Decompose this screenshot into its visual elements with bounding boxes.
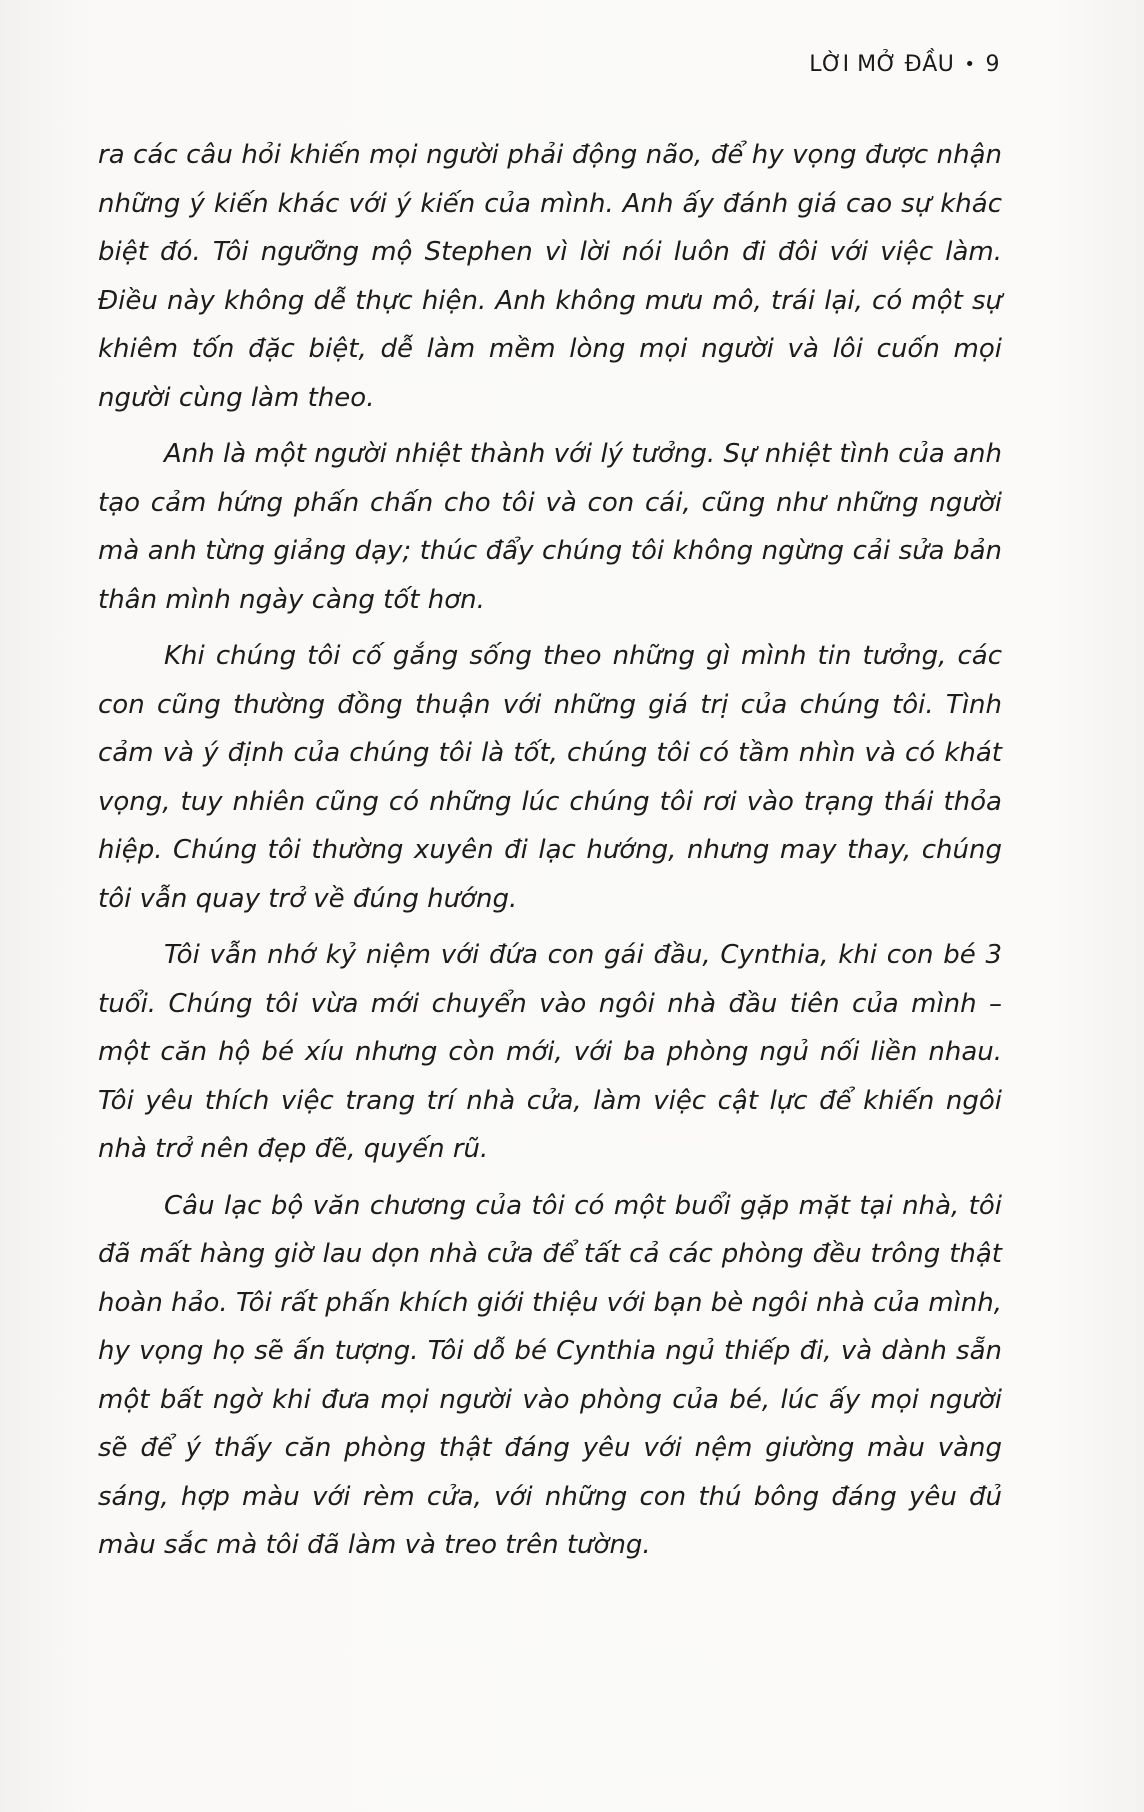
page-number: 9: [985, 52, 1000, 77]
paragraph: Khi chúng tôi cố gắng sống theo những gì mình tin tưởng, các con cũng thường đồng thuận với những giá trị của chúng tôi. Tình cảm và ý định của chúng tôi là tốt, chúng tôi có tầm nhìn và có khát vọng, tuy nhiên cũng có những lúc chúng tôi rơi vào trạng thái thỏa hiệp. Chúng tôi thường xuyên đi lạc hướng, nhưng may thay, chúng tôi vẫn quay trở về đúng hướng.: [98, 641, 1002, 914]
chapter-title: LỜI MỞ ĐẦU: [809, 52, 955, 77]
paragraph: Câu lạc bộ văn chương của tôi có một buổi gặp mặt tại nhà, tôi đã mất hàng giờ lau dọn nhà cửa để tất cả các phòng đều trông thật hoàn hảo. Tôi rất phấn khích giới thiệu với bạn bè ngôi nhà của mình, hy vọng họ sẽ ấn tượng. Tôi dỗ bé Cynthia ngủ thiếp đi, và dành sẵn một bất ngờ khi đưa mọi người vào phòng của bé, lúc ấy mọi người sẽ để ý thấy căn phòng thật đáng yêu với nệm giường màu vàng sáng, hợp màu với rèm cửa, với những con thú bông đáng yêu đủ màu sắc mà tôi đã làm và treo trên tường.: [98, 1190, 1002, 1560]
paragraph: Anh là một người nhiệt thành với lý tưởng. Sự nhiệt tình của anh tạo cảm hứng phấn chấn cho tôi và con cái, cũng như những người mà anh từng giảng dạy; thúc đẩy chúng tôi không ngừng cải sửa bản thân mình ngày càng tốt hơn.: [98, 439, 1002, 615]
body-text: [98, 131, 1002, 1578]
paragraph: Tôi vẫn nhớ kỷ niệm với đứa con gái đầu, Cynthia, khi con bé 3 tuổi. Chúng tôi vừa mới chuyển vào ngôi nhà đầu tiên của mình – một căn hộ bé xíu nhưng còn mới, với ba phòng ngủ nối liền nhau. Tôi yêu thích việc trang trí nhà cửa, làm việc cật lực để khiến ngôi nhà trở nên đẹp đẽ, quyến rũ.: [98, 940, 1002, 1164]
running-head: [809, 52, 1000, 77]
paragraph-continuation: ra các câu hỏi khiến mọi người phải động não, để hy vọng được nhận những ý kiến khác với ý kiến của mình. Anh ấy đánh giá cao sự khác biệt đó. Tôi ngưỡng mộ Stephen vì lời nói luôn đi đôi với việc làm. Điều này không dễ thực hiện. Anh không mưu mô, trái lại, có một sự khiêm tốn đặc biệt, dễ làm mềm lòng mọi người và lôi cuốn mọi người cùng làm theo.: [98, 140, 1002, 413]
separator-bullet: •: [964, 53, 976, 75]
